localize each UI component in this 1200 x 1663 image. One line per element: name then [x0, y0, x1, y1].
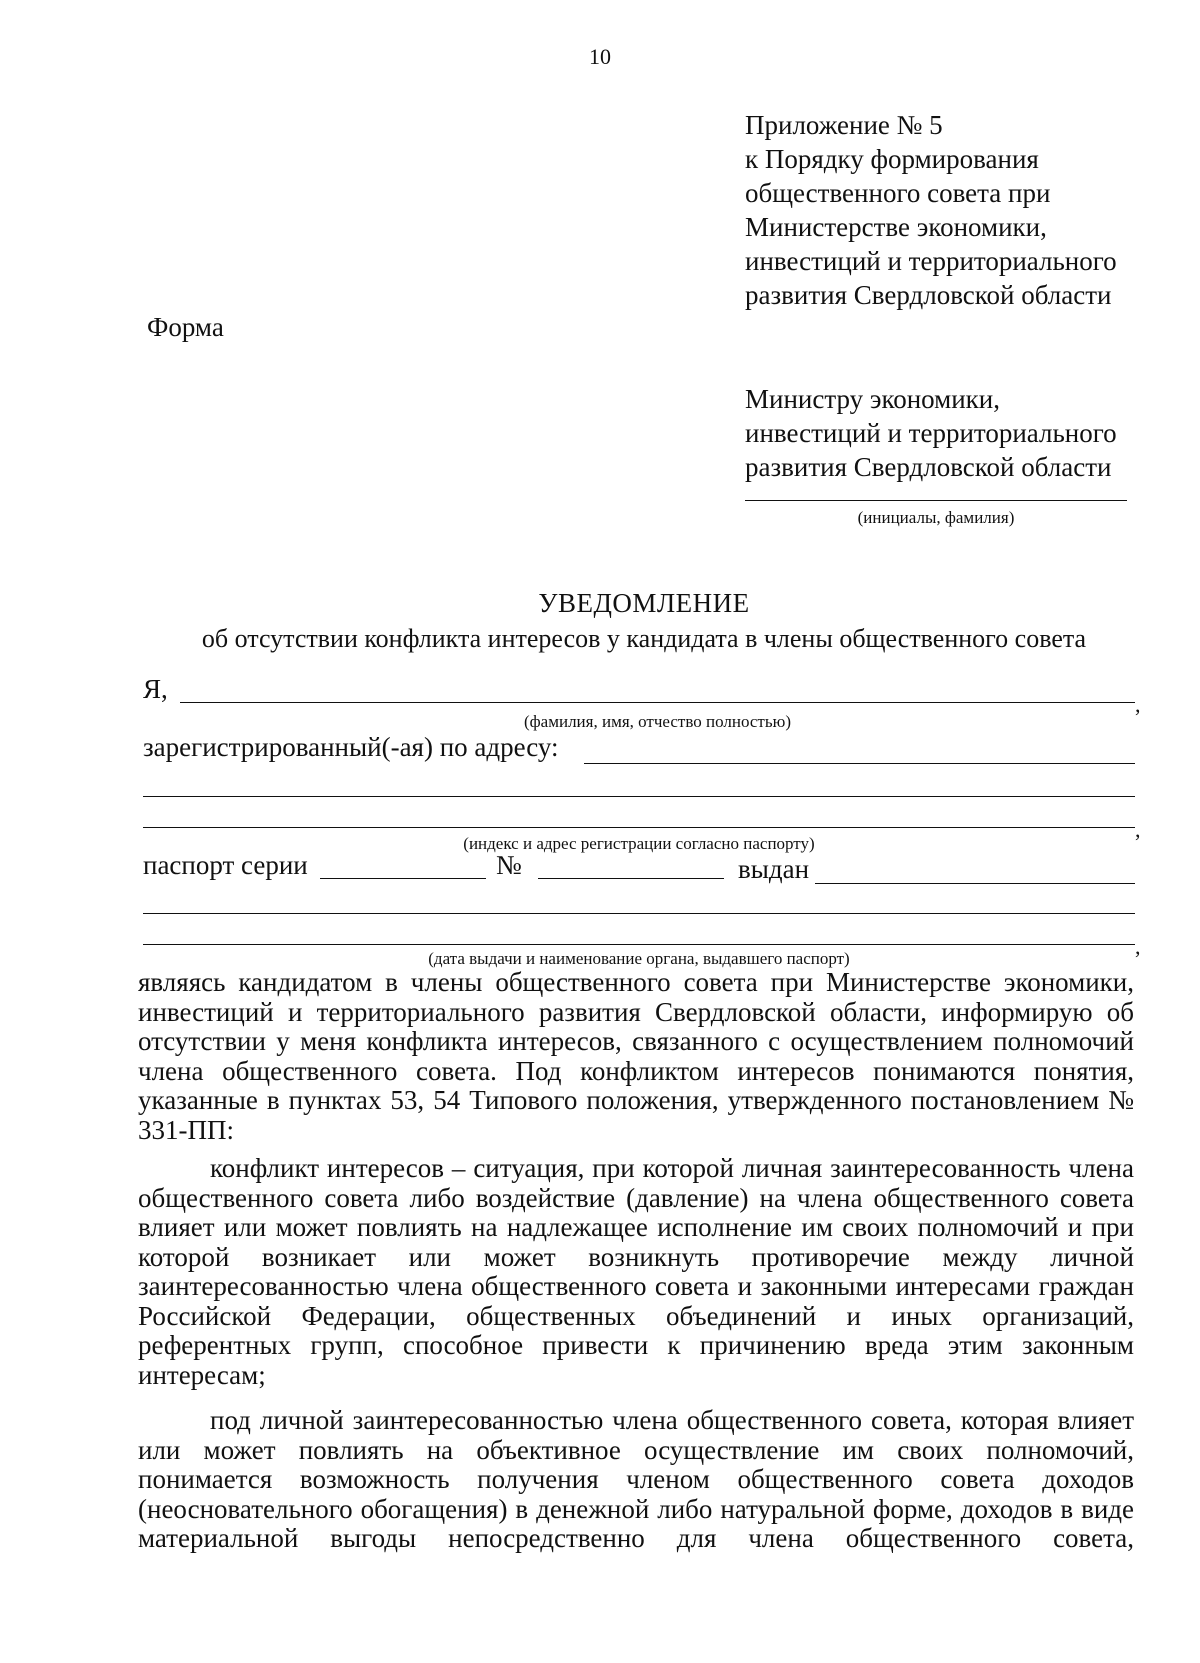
comma: , — [1135, 934, 1141, 959]
registered-label: зарегистрированный(-ая) по адресу: — [143, 732, 559, 762]
paragraph-personal-interest-definition: под личной заинтересованностью члена общественного совета, которая влияет или может повлиять на объективное осуществление им своих полномочий, понимается возможность получения членом общественного совета доходов (неосновательного обогащения) в денежной либо натуральной форме, доходов в виде материальной выгоды непосредственно для члена общественного совета, — [138, 1405, 1134, 1553]
addressee-hint: (инициалы, фамилия) — [857, 508, 1015, 527]
passport-series-line — [320, 878, 486, 879]
comma: , — [1135, 692, 1141, 717]
ya-label: Я, — [143, 674, 168, 704]
appendix-line: инвестиций и территориального — [745, 246, 1117, 276]
appendix-line: развития Свердловской области — [745, 280, 1112, 310]
issued-by-line — [815, 883, 1135, 884]
passport-series-label: паспорт серии — [143, 850, 308, 880]
addressee-block — [745, 382, 1117, 484]
appendix-line: Министерстве экономики, — [745, 212, 1047, 242]
address-line — [584, 763, 1135, 764]
address-hint: (индекс и адрес регистрации согласно паспорту) — [463, 834, 815, 853]
addressee-name-line — [745, 500, 1127, 501]
address-line — [143, 796, 1135, 797]
address-line — [143, 827, 1135, 828]
appendix-line: Приложение № 5 — [745, 110, 943, 140]
issue-hint: (дата выдачи и наименование органа, выдавшего паспорт) — [428, 949, 850, 968]
full-name-line — [180, 702, 1135, 703]
paragraph-conflict-definition: конфликт интересов – ситуация, при которой личная заинтересованность члена общественного совета либо воздействие (давление) на члена общественного совета влияет или может повлиять на надлежащее исполнение им своих полномочий и при которой возникает или может возникнуть противоречие между личной заинтересованностью члена общественного совета и законными интересами граждан Российской Федерации, общественных объединений и иных организаций, референтных групп, способное привести к причинению вреда этим законным интересам; — [138, 1153, 1134, 1390]
passport-number-line — [538, 878, 724, 879]
issued-by-line — [143, 944, 1135, 945]
appendix-line: к Порядку формирования — [745, 144, 1039, 174]
addressee-line: инвестиций и территориального — [745, 418, 1117, 448]
comma: , — [1135, 817, 1141, 842]
full-name-hint: (фамилия, имя, отчество полностью) — [524, 712, 791, 731]
issued-label: выдан — [738, 854, 810, 884]
appendix-line: общественного совета при — [745, 178, 1051, 208]
paragraph-candidate-statement: являясь кандидатом в члены общественного совета при Министерстве экономики, инвестиций и территориального развития Свердловской области, информирую об отсутствии у меня конфликта интересов, связанного с осуществлением полномочий члена общественного совета. Под конфликтом интересов понимаются понятия, указанные в пунктах 53, 54 Типового положения, утвержденного постановлением № 331-ПП: — [138, 967, 1134, 1145]
passport-number-label: № — [496, 850, 522, 880]
addressee-line: развития Свердловской области — [745, 452, 1112, 482]
addressee-line: Министру экономики, — [745, 384, 1000, 414]
page-number: 10 — [589, 44, 611, 69]
document-title: УВЕДОМЛЕНИЕ — [538, 588, 750, 618]
document-subtitle: об отсутствии конфликта интересов у кандидата в члены общественного совета — [201, 624, 1087, 653]
form-label: Форма — [147, 312, 224, 342]
appendix-header — [745, 108, 1117, 312]
issued-by-line — [143, 913, 1135, 914]
